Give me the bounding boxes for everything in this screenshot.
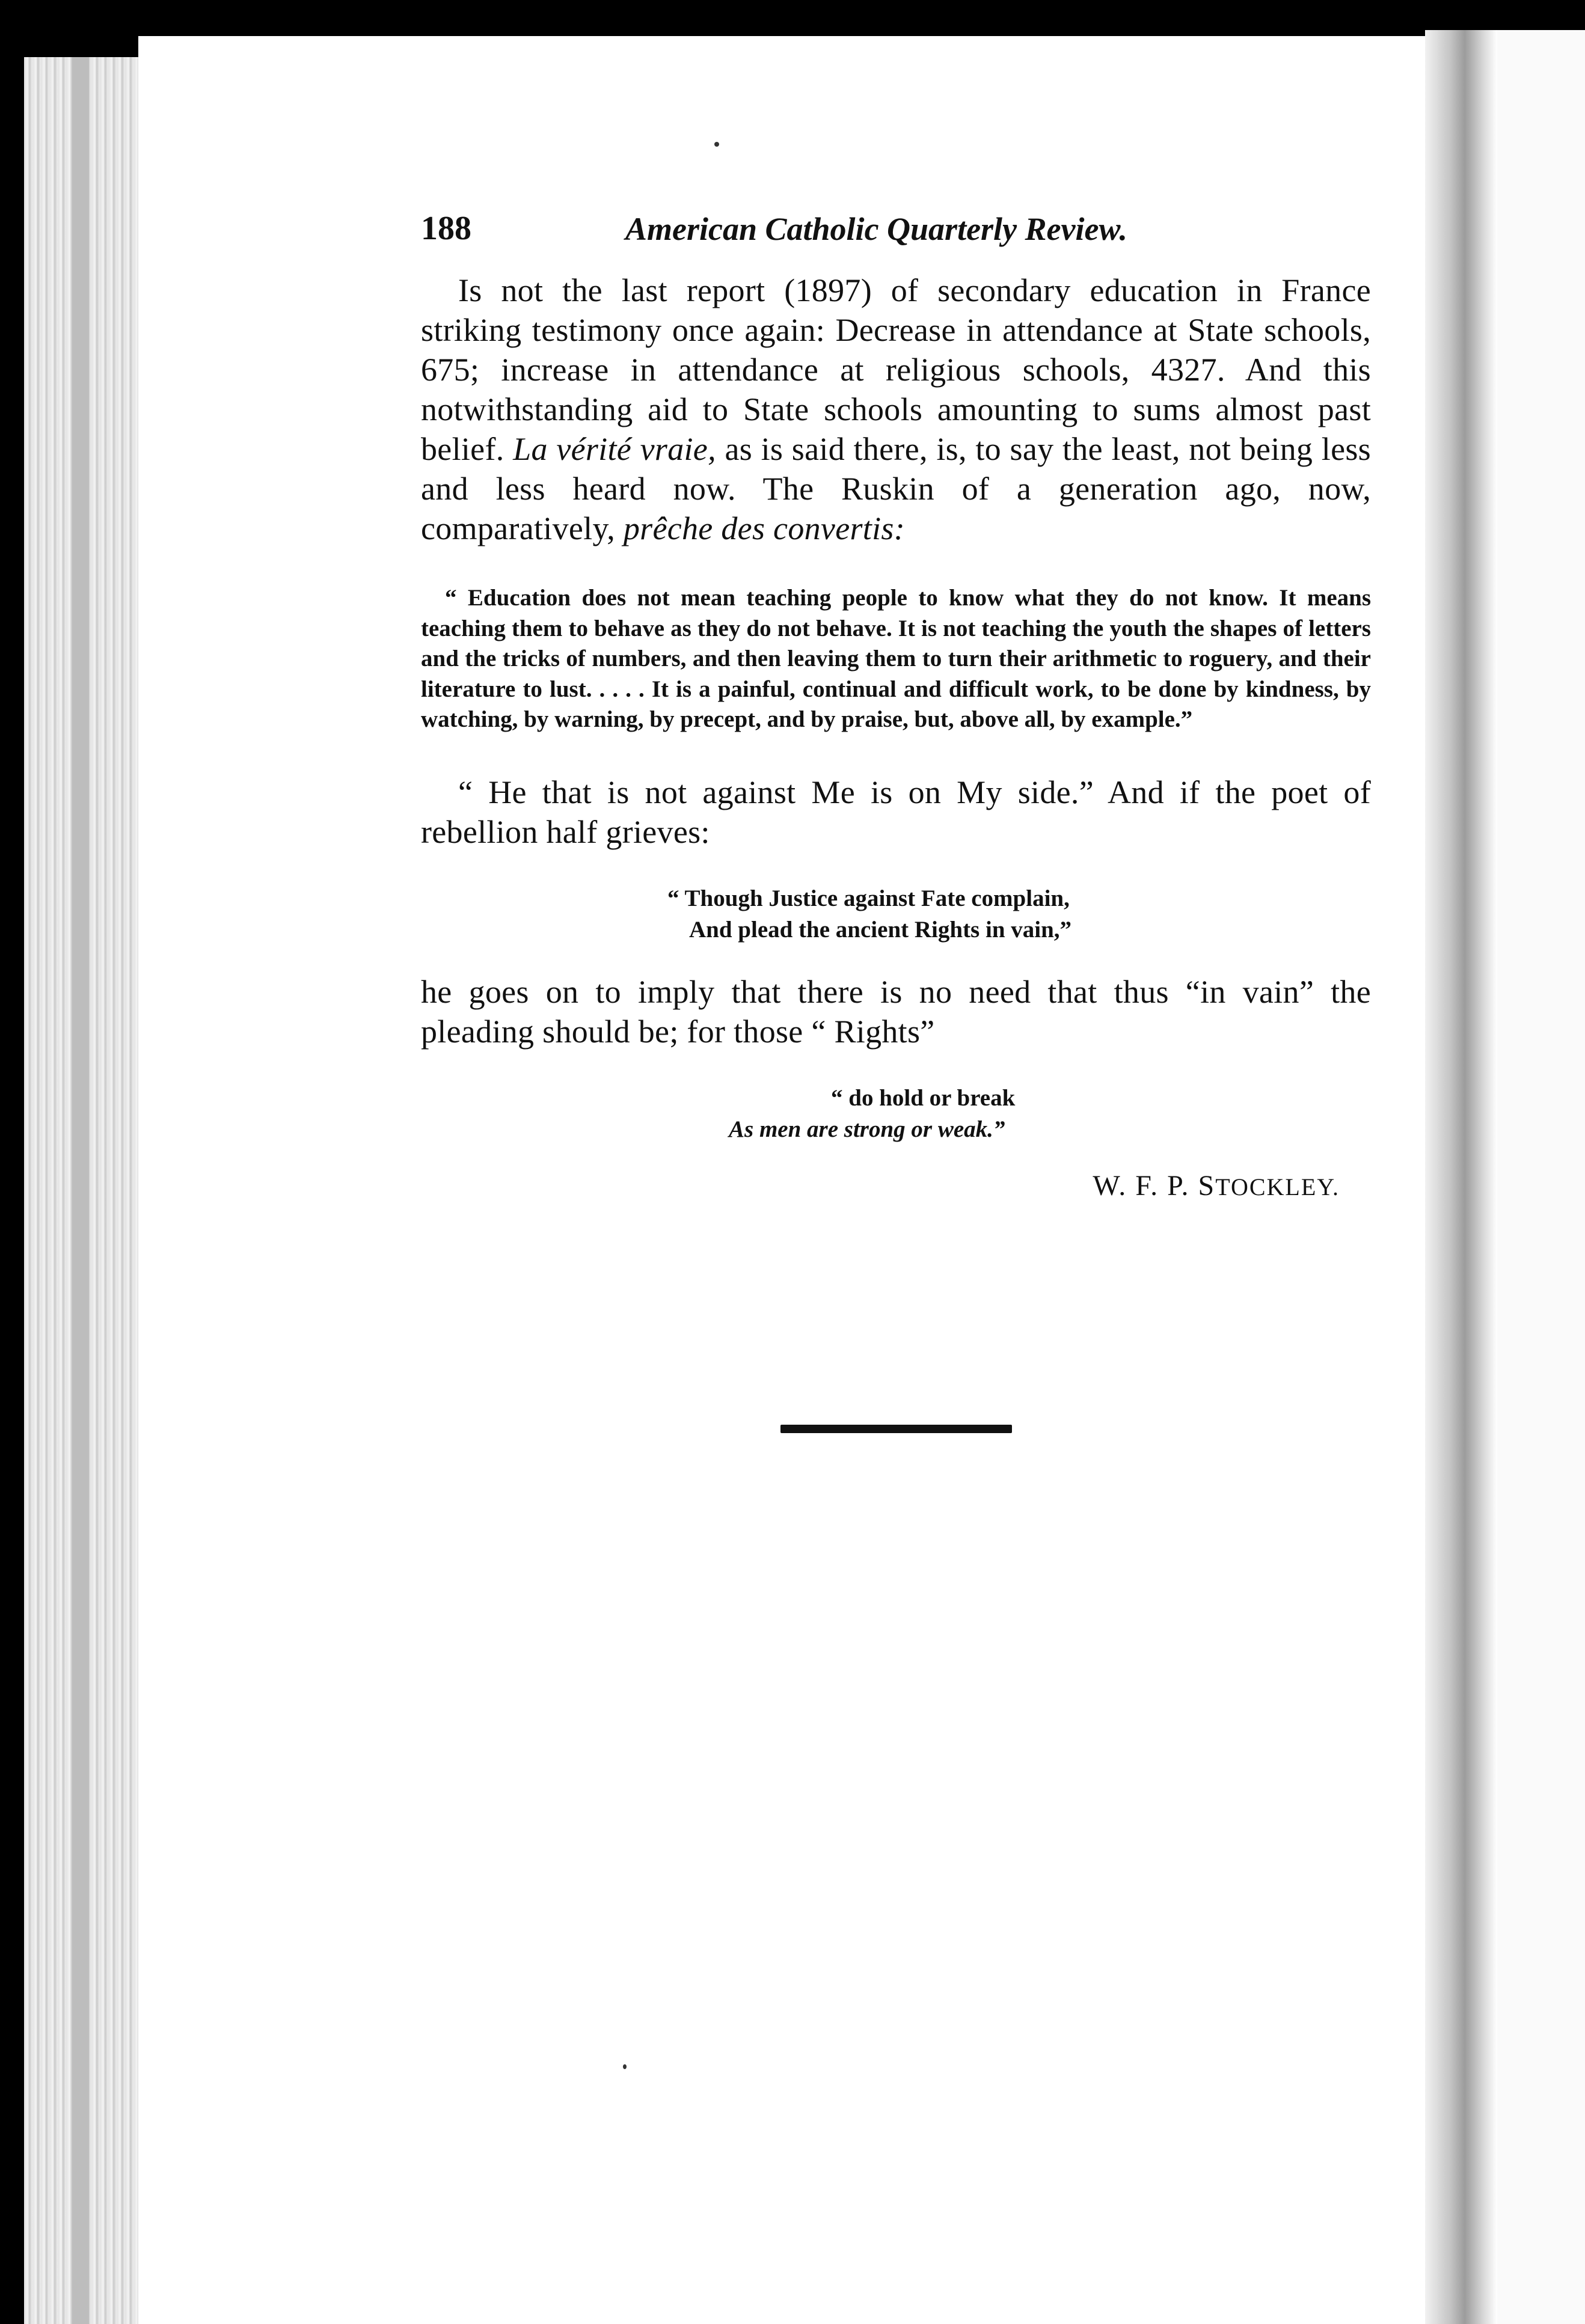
page-number: 188 xyxy=(421,210,471,247)
facing-page-edge xyxy=(1497,30,1585,2324)
italic-phrase: La vérité vraie, xyxy=(513,431,716,467)
author-signature xyxy=(421,1169,1340,1202)
end-of-article-rule xyxy=(780,1425,1012,1433)
verse-quotation-1 xyxy=(421,883,1371,946)
signature-initials: W. F. P. S xyxy=(1093,1169,1216,1202)
binding-gutter xyxy=(1425,30,1497,2324)
verse-line: As men are strong or weak.” xyxy=(729,1116,1005,1142)
paragraph-rights xyxy=(421,972,1371,1051)
page-stack-shadow xyxy=(72,57,89,2324)
paragraph-text: he goes on to imply that there is no need that thus “in vain” the pleading should be; for those “ Rights” xyxy=(421,973,1371,1050)
paragraph-secondary-education xyxy=(421,271,1371,548)
signature-surname: TOCKLEY. xyxy=(1215,1173,1340,1200)
scan-speck xyxy=(623,2064,627,2069)
paragraph-text: as is said there, is, to say the least, not being less and less heard now. The Ruskin of a generation ago, now, comparatively, xyxy=(421,431,1371,546)
paragraph-text: Is not the last report (1897) of secondary education in France striking testimony once again: Decrease in attendance at State schools, 675; increase in attendance at religious schools, 4327. And this notwithstanding aid to State schools amounting to sums almost past belief. xyxy=(421,272,1371,467)
verse-quotation-2 xyxy=(421,1083,1371,1145)
verse-line: “ do hold or break xyxy=(831,1084,1016,1111)
scan-top-border xyxy=(0,0,1585,37)
running-head xyxy=(421,198,1371,271)
verse-line: And plead the ancient Rights in vain,” xyxy=(689,916,1072,943)
page-content xyxy=(421,198,1371,1202)
journal-title: American Catholic Quarterly Review. xyxy=(625,211,1127,247)
quotation-text: “ Education does not mean teaching people to know what they do not know. It means teaching them to behave as they do not behave. It is not teaching the youth the shapes of letters and the tricks of numbers, and then leaving them to turn their arithmetic to roguery, and their literature to lust. . . . . It is a painful, continual and difficult work, to be done by kindness, by watching, by warning, by precept, and by praise, but, above all, by example.” xyxy=(421,585,1371,732)
ruskin-quotation xyxy=(421,583,1371,735)
scan-speck xyxy=(714,142,719,147)
verse-line: “ Though Justice against Fate complain, xyxy=(667,885,1070,911)
paragraph-poet xyxy=(421,772,1371,852)
italic-phrase: prêche des convertis: xyxy=(623,510,905,546)
paragraph-text: “ He that is not against Me is on My side.” And if the poet of rebellion half grieves: xyxy=(421,774,1371,850)
